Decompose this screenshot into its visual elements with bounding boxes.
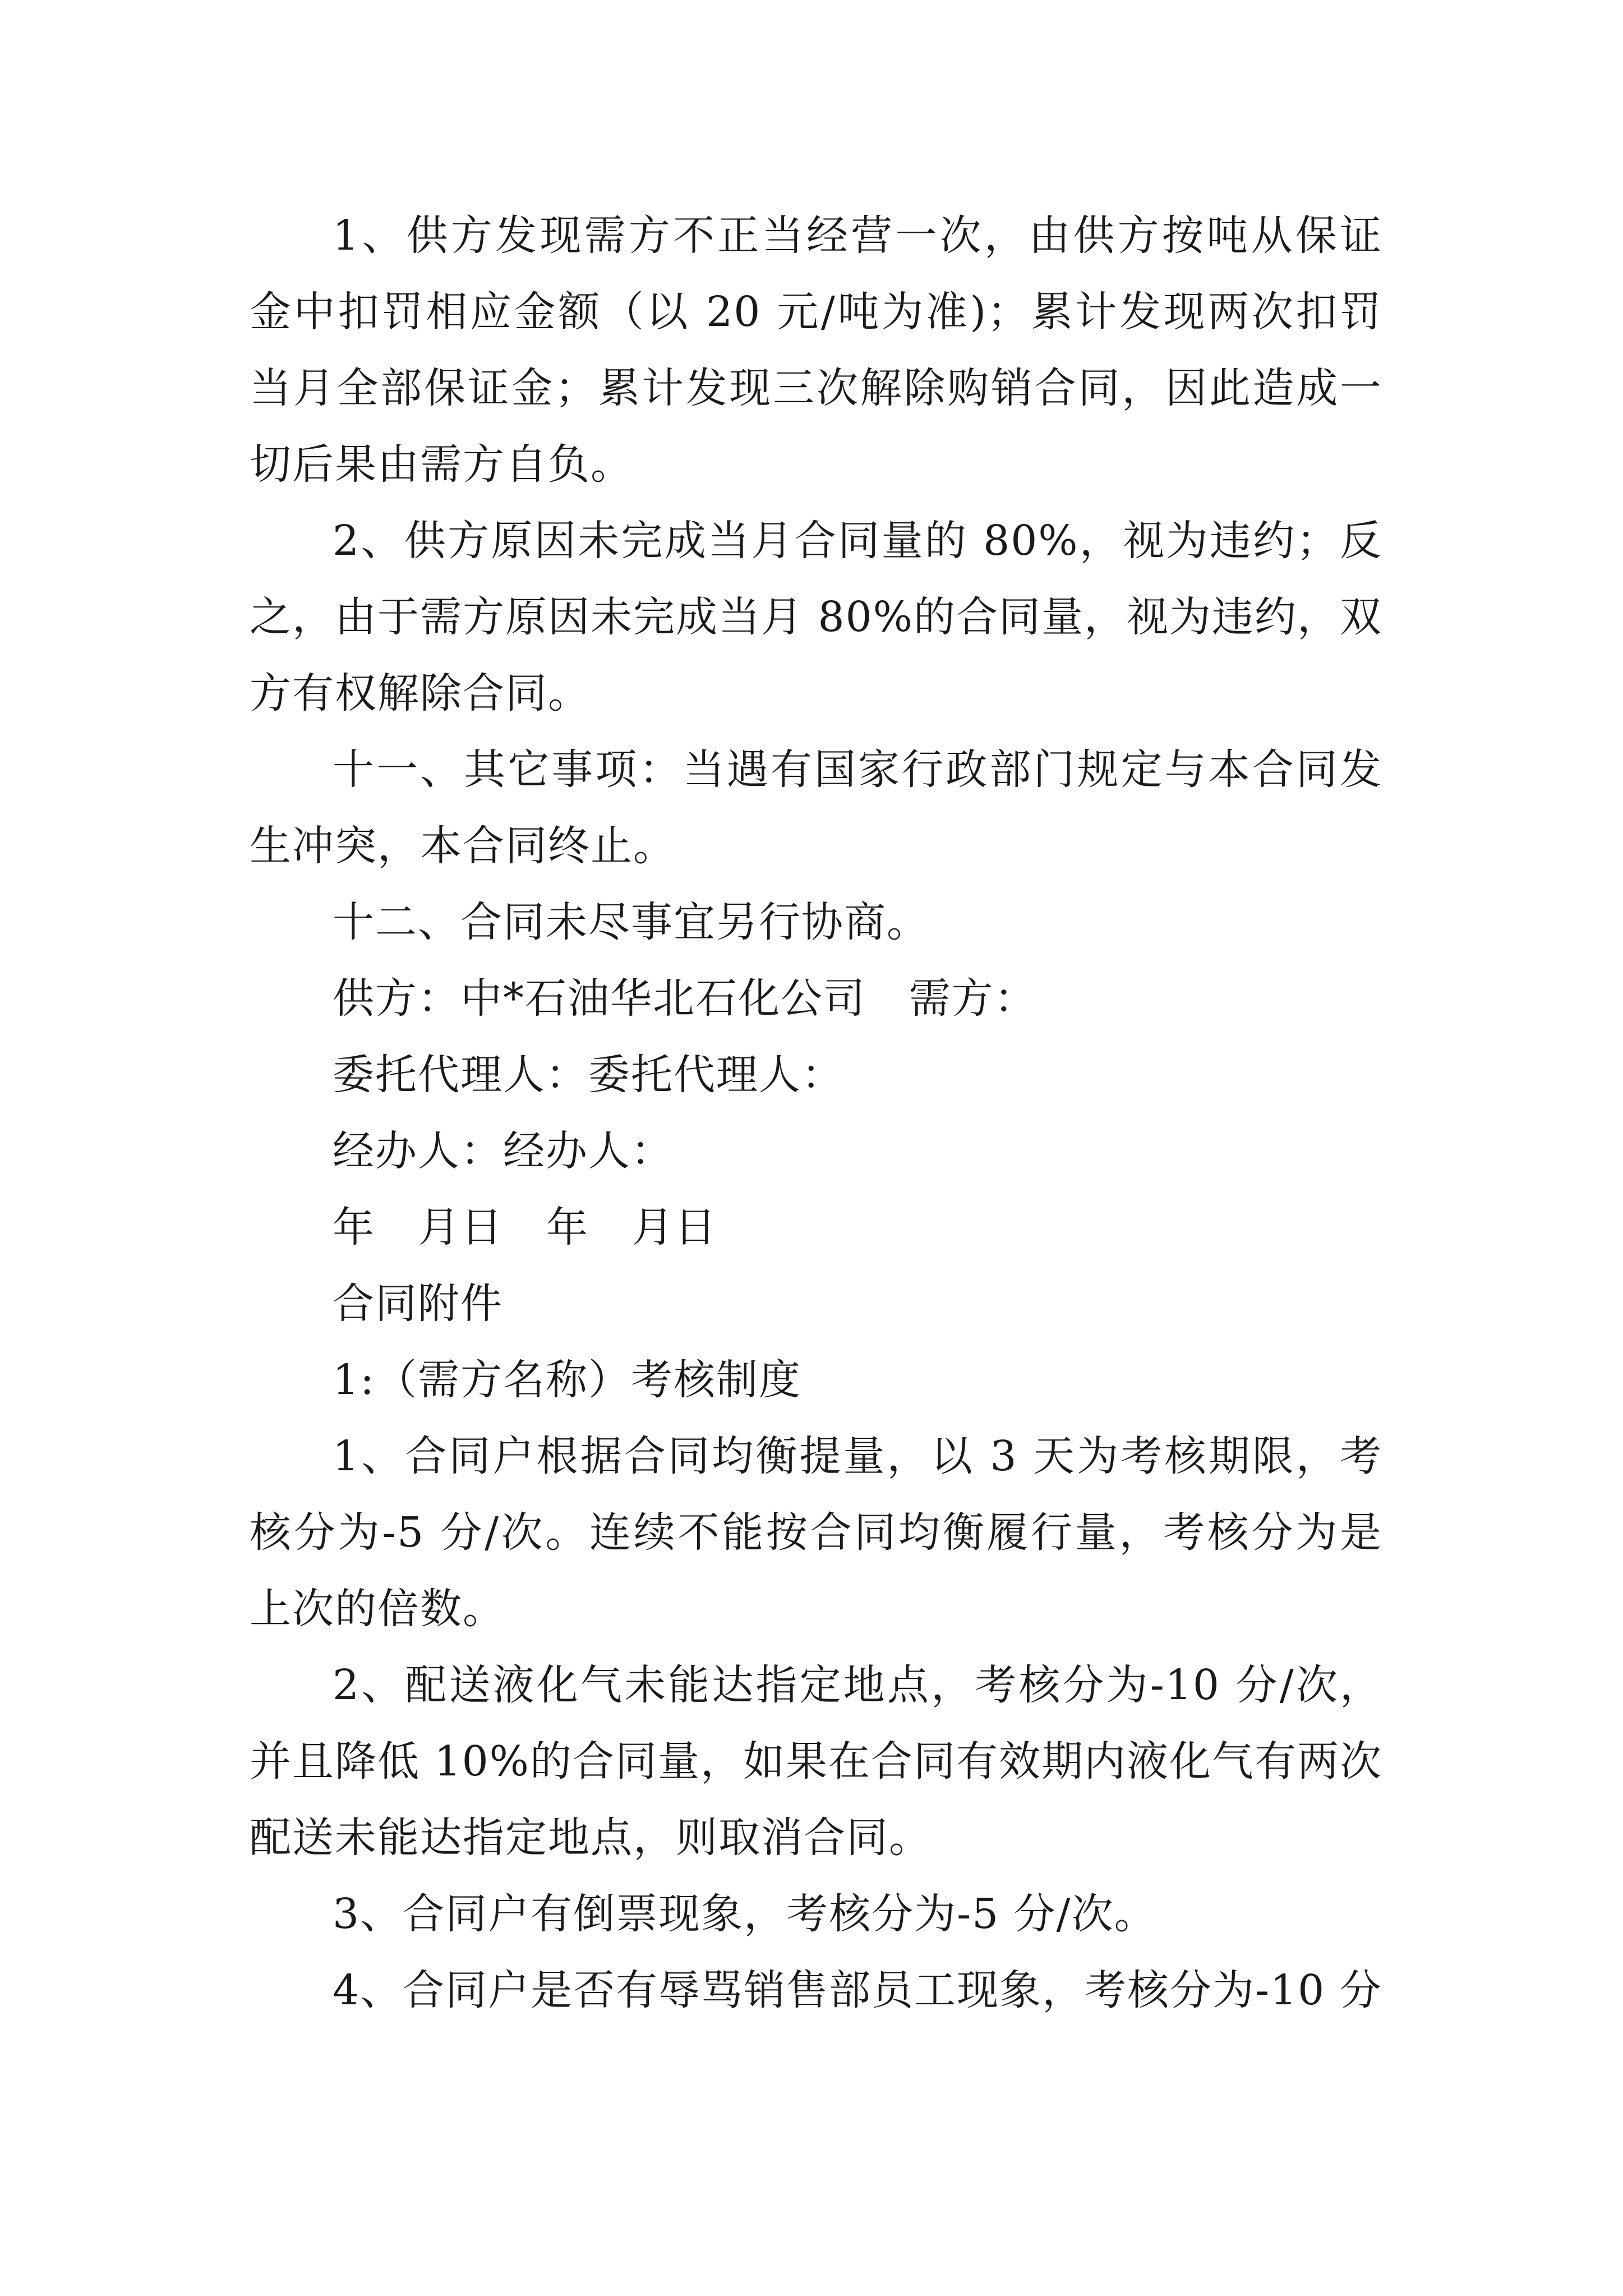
attachment-item-1: 1、合同户根据合同均衡提量，以 3 天为考核期限，考核分为-5 分/次。连续不能按合同均衡履行量，考核分为是上次的倍数。: [250, 1432, 1382, 1633]
attachment-title: 合同附件: [333, 1280, 503, 1328]
signature-handler-line: 经办人：经办人：: [333, 1127, 674, 1175]
paragraph-breach-clause: 2、供方原因未完成当月合同量的 80%，视为违约；反之，由于需方原因未完成当月 80%的合同量，视为违约，双方有权解除合同。: [250, 517, 1382, 717]
signature-date-line: 年 月日 年 月日: [333, 1203, 717, 1251]
attachment-subtitle: 1:（需方名称）考核制度: [333, 1356, 802, 1404]
attachment-item-2: 2、配送液化气未能达指定地点，考核分为-10 分/次，并且降低 10%的合同量，如果在合同有效期内液化气有两次配送未能达指定地点，则取消合同。: [250, 1661, 1382, 1862]
document-body: [250, 197, 1382, 2028]
paragraph-penalty-clause: 1、供方发现需方不正当经营一次，由供方按吨从保证金中扣罚相应金额（以 20 元/吨为准)；累计发现两次扣罚当月全部保证金；累计发现三次解除购销合同，因此造成一切后果由需方自负。: [250, 211, 1382, 489]
signature-parties-line: 供方：中*石油华北石化公司 需方：: [333, 974, 1037, 1023]
signature-agent-line: 委托代理人：委托代理人：: [333, 1051, 844, 1099]
attachment-item-4: 4、合同户是否有辱骂销售部员工现象，考核分为-10 分: [333, 1966, 1382, 2014]
paragraph-unresolved-matters: 十二、合同未尽事宜另行协商。: [333, 898, 929, 946]
paragraph-other-matters: 十一、其它事项：当遇有国家行政部门规定与本合同发生冲突，本合同终止。: [250, 746, 1382, 870]
attachment-item-3: 3、合同户有倒票现象，考核分为-5 分/次。: [333, 1890, 1157, 1938]
